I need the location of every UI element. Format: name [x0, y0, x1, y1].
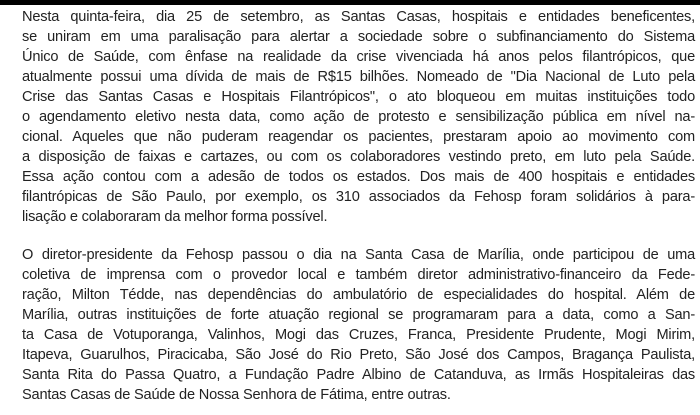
text-line: lisação e colaboraram da melhor forma possível. — [22, 209, 328, 225]
text-line: coletiva de imprensa com o provedor local e também diretor administrativo-financeiro da Fede- — [22, 267, 695, 283]
text-line: Crise das Santas Casas e Hospitais Filantrópicos", o ato bloqueou em muitas instituições todo — [22, 89, 695, 105]
text-line: ração, Milton Tédde, nas dependências do ambulatório de especialidades do hospital. Além de — [22, 287, 695, 303]
text-line: Essa ação contou com a adesão de todos os estados. Dos mais de 400 hospitais e entidades — [22, 169, 695, 185]
text-line: a disposição de faixas e cartazes, ou com os colaboradores vestindo preto, em luto pela Saúde. — [22, 149, 695, 165]
text-line: Nesta quinta-feira, dia 25 de setembro, as Santas Casas, hospitais e entidades beneficentes, — [22, 9, 695, 25]
text-line: cional. Aqueles que não puderam reagendar os pacientes, prestaram apoio ao movimento com — [22, 129, 695, 145]
text-line: Marília, outras instituições de forte atuação regional se programaram para a data, como a San- — [22, 307, 695, 323]
text-line: ta Casa de Votuporanga, Valinhos, Mogi das Cruzes, Franca, Presidente Prudente, Mogi Mirim, — [22, 327, 695, 343]
text-line: atualmente possui uma dívida de mais de R$15 bilhões. Nomeado de "Dia Nacional de Luto pela — [22, 69, 695, 85]
text-line: o agendamento eletivo nesta data, como ação de protesto e sensibilização pública em nível na- — [22, 109, 695, 125]
text-line: Santas Casas de Saúde de Nossa Senhora de Fátima, entre outras. — [22, 387, 451, 403]
text-line: se uniram em uma paralisação para alertar a sociedade sobre o subfinanciamento do Sistema — [22, 29, 695, 45]
text-line: Santa Rita do Passa Quatro, a Fundação Padre Albino de Catanduva, as Irmãs Hospitaleiras das — [22, 367, 695, 383]
text-line: Itapeva, Guarulhos, Piracicaba, São José do Rio Preto, São José dos Campos, Bragança Paulista, — [22, 347, 695, 363]
article-body — [0, 5, 700, 405]
text-line: filantrópicas de São Paulo, por exemplo, os 310 associados da Fehosp foram solidários à para- — [22, 189, 695, 205]
paragraph — [22, 245, 695, 405]
text-line: O diretor-presidente da Fehosp passou o dia na Santa Casa de Marília, onde participou de uma — [22, 247, 695, 263]
text-line: Único de Saúde, com ênfase na realidade da crise vivenciada há anos pelos filantrópicos, que — [22, 49, 695, 65]
paragraph — [22, 7, 695, 227]
